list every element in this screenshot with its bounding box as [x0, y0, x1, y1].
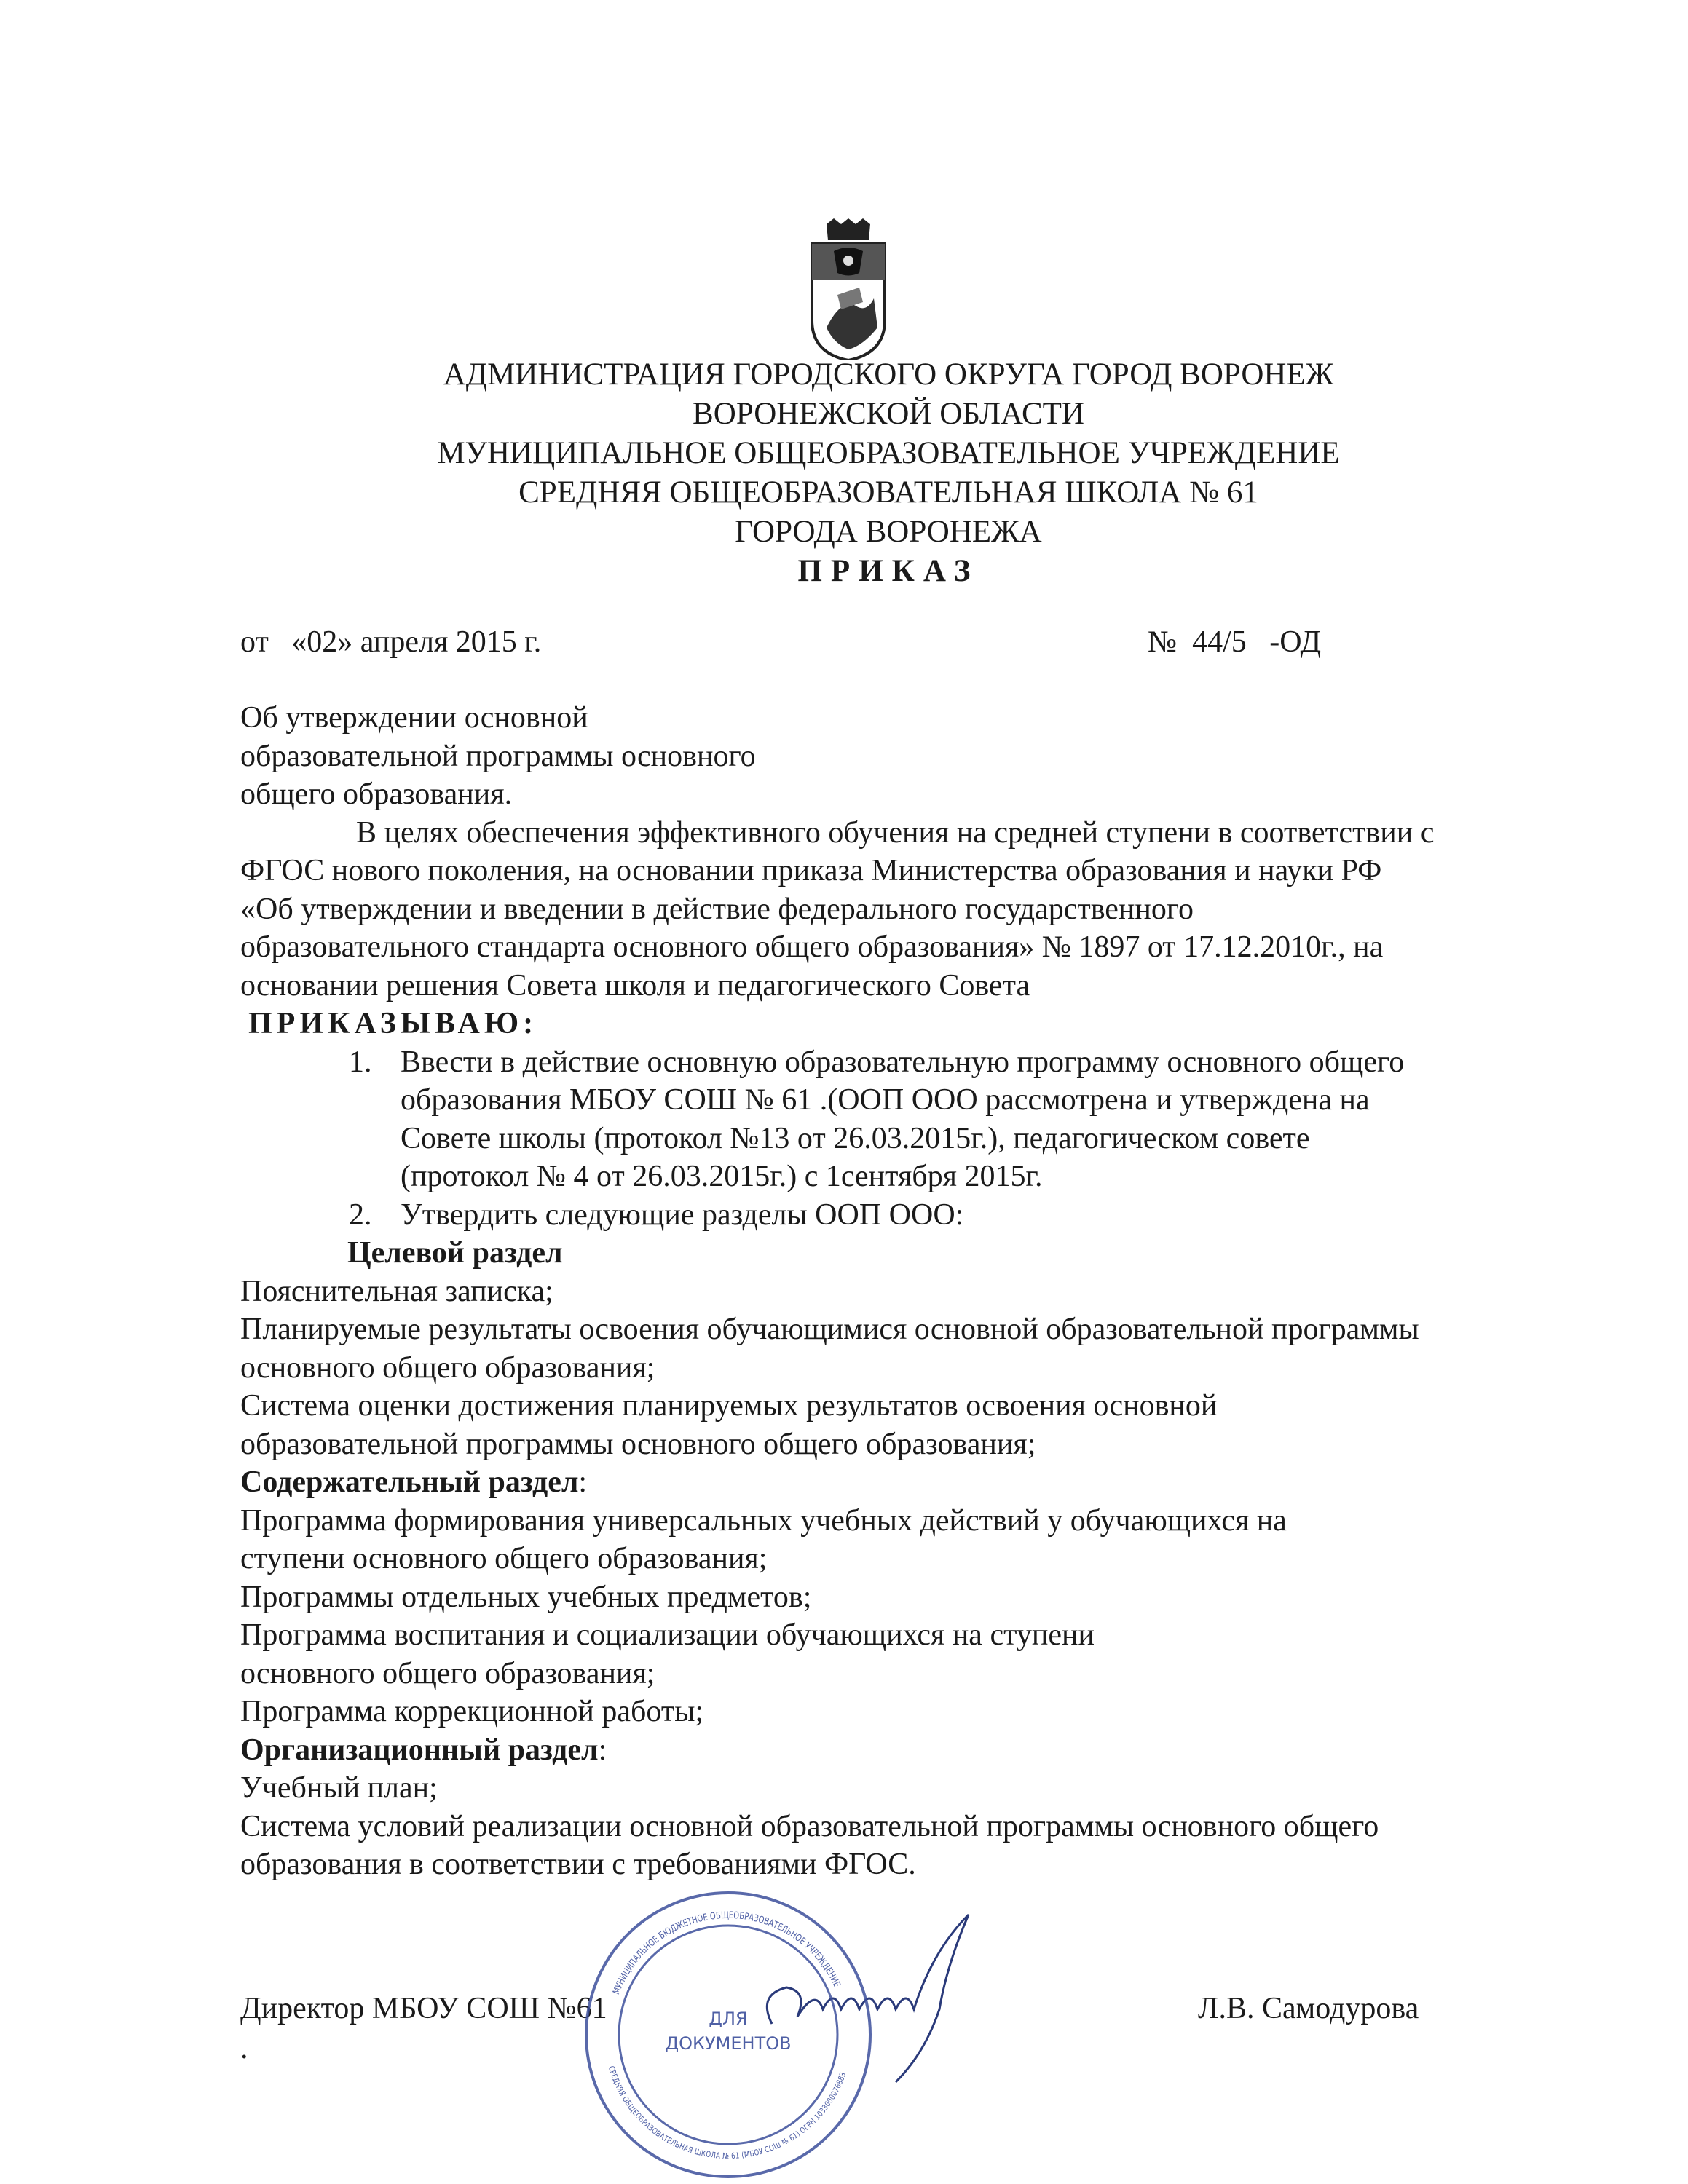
- stamp-center-line1: ДЛЯ: [709, 2009, 748, 2029]
- coat-of-arms-icon: [805, 218, 892, 360]
- section-line: Программа воспитания и социализации обучающихся на ступени: [240, 1618, 1095, 1652]
- header-line: ГОРОДА ВОРОНЕЖА: [735, 515, 1042, 549]
- order-date: от «02» апреля 2015 г.: [240, 625, 542, 659]
- section-title: Содержательный раздел: [240, 1465, 579, 1499]
- preamble-line: «Об утверждении и введении в действие федерального государственного: [240, 892, 1194, 926]
- subject-line: общего образования.: [240, 778, 513, 811]
- section-line: образования в соответствии с требованиями ФГОС.: [240, 1848, 916, 1881]
- list-item: [240, 1196, 1624, 1235]
- header-line: МУНИЦИПАЛЬНОЕ ОБЩЕОБРАЗОВАТЕЛЬНОЕ УЧРЕЖДЕНИЕ: [437, 436, 1340, 470]
- stray-dot: .: [240, 2032, 248, 2065]
- preamble-line: В целях обеспечения эффективного обучения на средней ступени в соответствии с: [356, 815, 1435, 850]
- preamble-line: образовательного стандарта основного общего образования» № 1897 от 17.12.2010г., на: [240, 930, 1384, 964]
- section-line: Учебный план;: [240, 1771, 438, 1805]
- subject-line: Об утверждении основной: [240, 701, 588, 735]
- section-line: образовательной программы основного общего образования;: [240, 1427, 1036, 1461]
- header-line: АДМИНИСТРАЦИЯ ГОРОДСКОГО ОКРУГА ГОРОД ВОРОНЕЖ: [443, 357, 1334, 392]
- header-line: ВОРОНЕЖСКОЙ ОБЛАСТИ: [693, 397, 1084, 431]
- director-position: Директор МБОУ СОШ №61: [240, 1992, 607, 2025]
- header-line: СРЕДНЯЯ ОБЩЕОБРАЗОВАТЕЛЬНАЯ ШКОЛА № 61: [518, 475, 1258, 510]
- section-title-target: Целевой раздел: [347, 1236, 563, 1270]
- stamp-center-line2: ДОКУМЕНТОВ: [665, 2033, 792, 2054]
- document-body: [240, 699, 1624, 1884]
- stamp-outer-text: МУНИЦИПАЛЬНОЕ БЮДЖЕТНОЕ ОБЩЕОБРАЗОВАТЕЛЬНОЕ УЧРЕЖДЕНИЕ: [611, 1910, 843, 1996]
- section-line: Система оценки достижения планируемых результатов освоения основной: [240, 1389, 1218, 1423]
- list-text: образования МБОУ СОШ № 61 .(ООП ООО рассмотрена и утверждена на: [401, 1083, 1370, 1117]
- director-name: Л.В. Самодурова: [1198, 1992, 1419, 2025]
- document-type: ПРИКАЗ: [797, 554, 979, 588]
- order-word: ПРИКАЗЫВАЮ:: [248, 1007, 538, 1040]
- list-text: Утвердить следующие разделы ООП ООО:: [401, 1198, 964, 1232]
- section-line: ступени основного общего образования;: [240, 1542, 768, 1575]
- list-text: (протокол № 4 от 26.03.2015г.) с 1сентября 2015г.: [401, 1160, 1043, 1193]
- section-title-content: [240, 1463, 1624, 1502]
- section-line: Планируемые результаты освоения обучающимися основной образовательной программы: [240, 1313, 1419, 1346]
- preamble-line: ФГОС нового поколения, на основании приказа Министерства образования и науки РФ: [240, 854, 1382, 887]
- section-line: Программа коррекционной работы;: [240, 1695, 704, 1728]
- school-seal-stamp: [583, 1889, 874, 2180]
- section-title-org: [240, 1731, 1624, 1770]
- colon: :: [598, 1733, 607, 1767]
- preamble-line: основании решения Совета школя и педагогического Совета: [240, 968, 1030, 1002]
- subject-line: образовательной программы основного: [240, 739, 756, 773]
- section-title: Организационный раздел: [240, 1733, 599, 1767]
- stamp-middle-text: СРЕДНЯЯ ОБЩЕОБРАЗОВАТЕЛЬНАЯ ШКОЛА № 61 (МБОУ СОШ № 61) ОГРН 1033600076883: [606, 2065, 848, 2161]
- section-line: основного общего образования;: [240, 1656, 655, 1690]
- list-text: Совете школы (протокол №13 от 26.03.2015г.), педагогическом совете: [401, 1121, 1310, 1155]
- section-line: Пояснительная записка;: [240, 1274, 553, 1308]
- section-line: Программа формирования универсальных учебных действий у обучающихся на: [240, 1503, 1287, 1538]
- list-item: [240, 1043, 1624, 1082]
- section-line: Система условий реализации основной образовательной программы основного общего: [240, 1809, 1379, 1843]
- colon: :: [578, 1465, 588, 1499]
- section-line: Программы отдельных учебных предметов;: [240, 1580, 812, 1614]
- section-line: основного общего образования;: [240, 1350, 655, 1385]
- document-header: [291, 355, 1486, 591]
- list-number: 1.: [349, 1045, 372, 1079]
- order-number: № 44/5 -ОД: [1148, 625, 1322, 659]
- list-text: Ввести в действие основную образовательную программу основного общего: [401, 1045, 1405, 1079]
- svg-text:МУНИЦИПАЛЬНОЕ БЮДЖЕТНОЕ ОБЩЕОБ: [611, 1910, 842, 1996]
- list-number: 2.: [349, 1198, 372, 1232]
